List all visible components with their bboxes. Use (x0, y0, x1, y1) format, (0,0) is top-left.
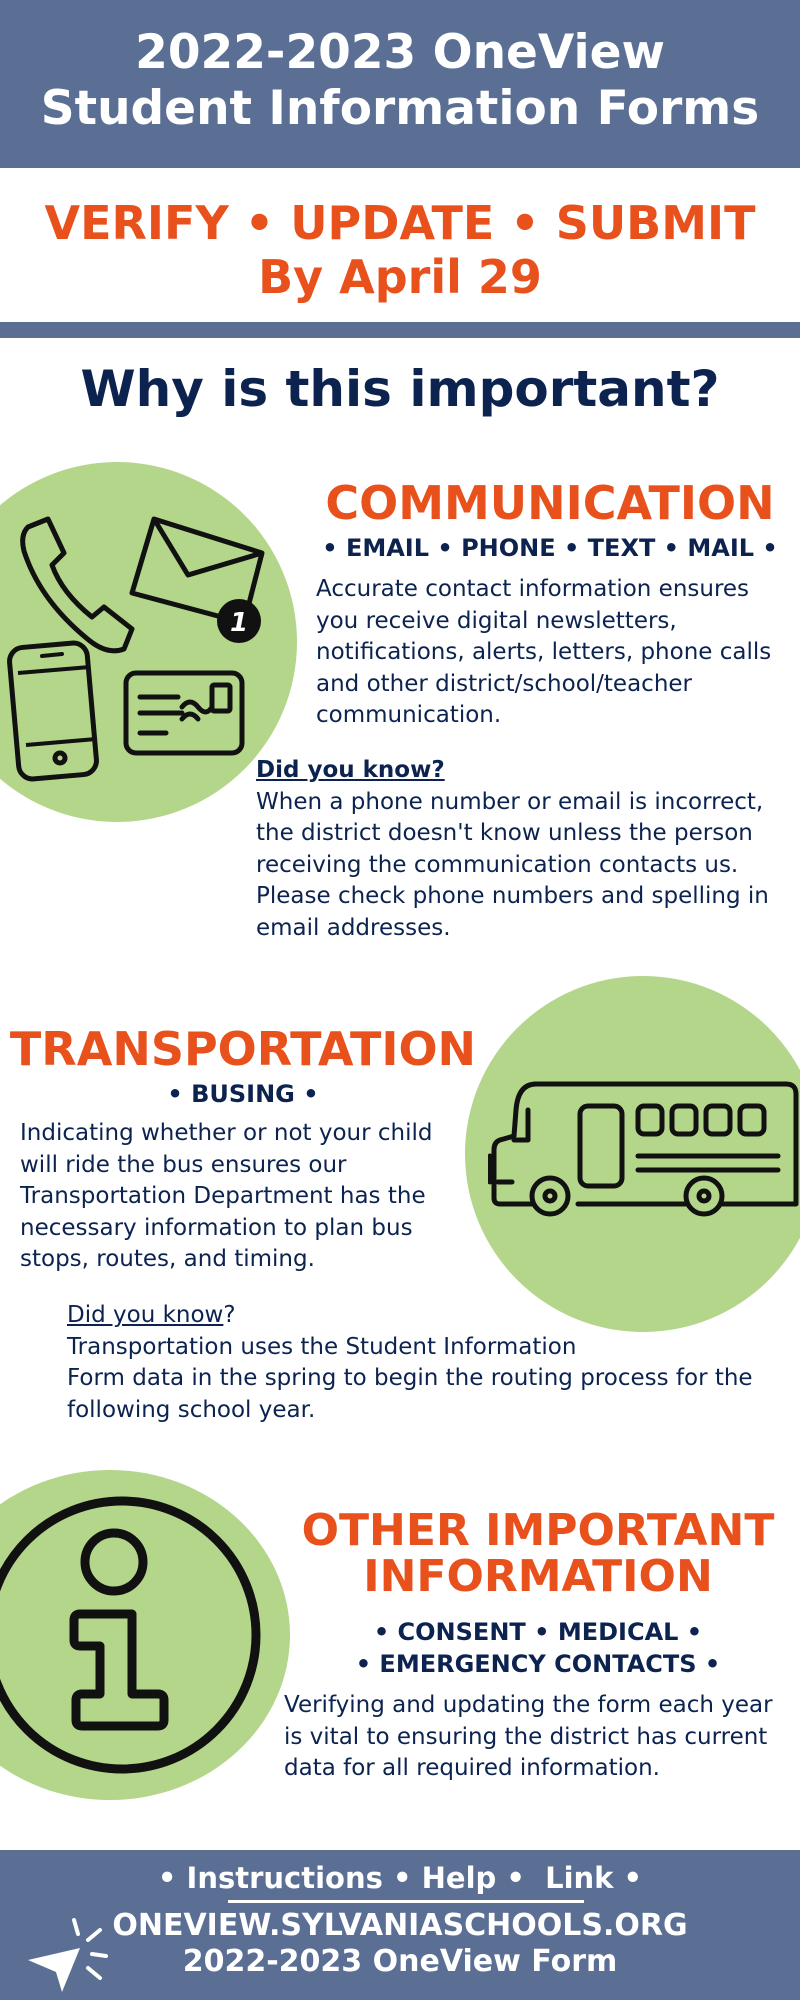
other-bullets: • CONSENT • MEDICAL • • EMERGENCY CONTACTS • (355, 1618, 721, 1678)
other-body: Verifying and updating the form each year is vital to ensuring the district has current data for all required information. (284, 1692, 773, 1781)
verify-update-submit: VERIFY • UPDATE • SUBMIT (44, 196, 756, 250)
communication-icons (0, 505, 300, 785)
communication-body: Accurate contact information ensures you receive digital newsletters, notifications, alerts, letters, phone calls and other district/school/teacher communication. (316, 576, 772, 728)
postcard-icon (126, 673, 242, 753)
form-link[interactable]: Link (545, 1861, 614, 1895)
deadline-banner (0, 168, 800, 320)
page-title-line2: Student Information Forms (40, 81, 760, 136)
communication-bullets: • EMAIL • PHONE • TEXT • MAIL • (322, 534, 778, 562)
help-link[interactable]: Help (421, 1861, 497, 1895)
form-name: 2022-2023 OneView Form (182, 1944, 618, 1979)
header-banner (0, 0, 800, 168)
deadline-date: By April 29 (258, 250, 542, 304)
footer-band (0, 1850, 800, 2000)
notification-badge (217, 599, 261, 643)
footer-links: • Instructions • Help • Link • (157, 1861, 643, 1895)
communication-did-you-know: Did you know? When a phone number or email is incorrect, the district doesn't know unless the person receiving the communication contacts us. Please check phone numbers and spelling in email addresses. (256, 755, 800, 944)
website-url[interactable]: ONEVIEW.SYLVANIASCHOOLS.ORG (112, 1908, 688, 1943)
transportation-did-you-know: Did you know? Transportation uses the Student Information Form data in the spring to begin the routing process for the following school year. (67, 1302, 753, 1423)
did-you-know-label: Did you know (67, 1302, 224, 1328)
info-icon (0, 1490, 272, 1780)
transportation-body: Indicating whether or not your child will ride the bus ensures our Transportation Department has the necessary information to plan bus stops, routes, and timing. (20, 1120, 433, 1272)
transportation-heading: TRANSPORTATION (9, 1022, 477, 1076)
divider-bar (0, 322, 800, 338)
mobile-phone-icon (8, 642, 97, 780)
why-heading: Why is this important? (80, 360, 720, 418)
instructions-link[interactable]: Instructions (186, 1861, 383, 1895)
did-you-know-label: Did you know? (256, 757, 445, 783)
communication-heading: COMMUNICATION (325, 476, 775, 530)
transportation-bullets: • BUSING • (167, 1080, 319, 1108)
footer-underline (228, 1900, 584, 1903)
bus-icon (488, 1070, 800, 1230)
page-title-line1: 2022-2023 OneView (135, 25, 665, 80)
phone-handset-icon (23, 519, 132, 651)
other-heading: OTHER IMPORTANT INFORMATION (301, 1505, 775, 1602)
badge-count: 1 (229, 608, 249, 638)
